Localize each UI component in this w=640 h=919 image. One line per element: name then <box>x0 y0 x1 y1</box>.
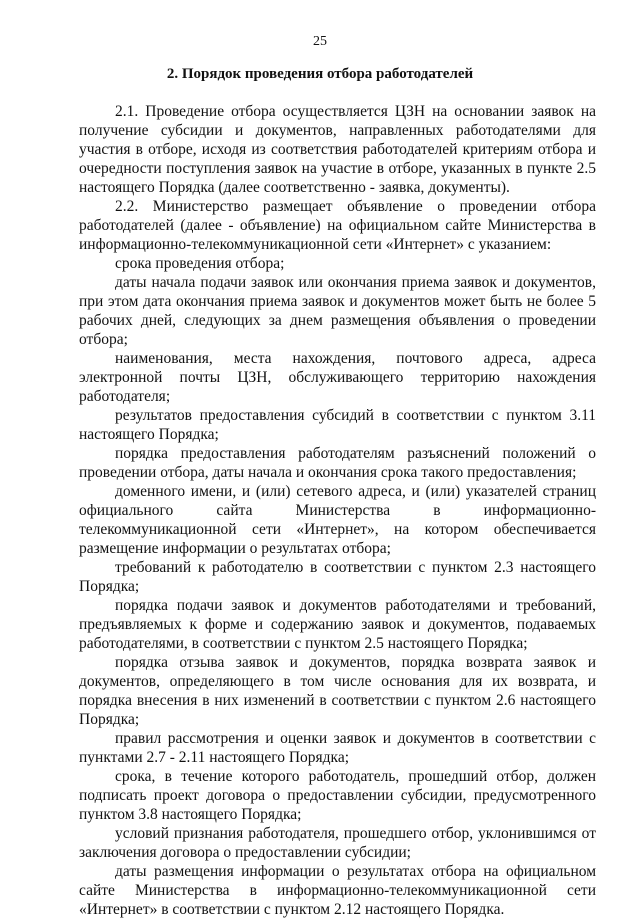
list-item-domain-name: доменного имени, и (или) сетевого адреса, и (или) указателей страниц официального сайта Министерства в информационно-телекоммуникационной сети «Интернет», на котором обеспечивается размещение информации о результатах отбора; <box>79 483 596 557</box>
list-item-employer-requirements: требований к работодателю в соответствии с пунктом 2.3 настоящего Порядка; <box>79 559 596 595</box>
list-item-results-publication: даты размещения информации о результатах отбора на официальном сайте Министерства в информационно-телекоммуникационной сети «Интернет» в соответствии с пунктом 2.12 настоящего Порядка. <box>79 863 596 918</box>
list-item-subsidy-results: результатов предоставления субсидий в соответствии с пунктом 3.11 настоящего Порядка; <box>79 407 596 443</box>
list-item-submission-procedure: порядка подачи заявок и документов работодателями и требований, предъявляемых к форме и содержанию заявок и документов, подаваемых работодателями, в соответствии с пунктом 2.5 настоящего Порядка; <box>79 597 596 652</box>
document-body <box>79 102 596 919</box>
list-item-clarifications: порядка предоставления работодателям разъяснений положений о проведении отбора, даты начала и окончания срока такого предоставления; <box>79 445 596 481</box>
list-item-selection-period: срока проведения отбора; <box>115 255 285 272</box>
section-title: 2. Порядок проведения отбора работодателей <box>166 66 474 82</box>
list-item-contract-deadline: срока, в течение которого работодатель, прошедший отбор, должен подписать проект договора о предоставлении субсидии, предусмотренного пунктом 3.8 настоящего Порядка; <box>79 768 596 823</box>
list-item-withdrawal-procedure: порядка отзыва заявок и документов, порядка возврата заявок и документов, определяющего в том числе основания для их возврата, и порядка внесения в них изменений в соответствии с пунктом 2.6 настоящего Порядка; <box>79 654 596 728</box>
list-item-evaluation-rules: правил рассмотрения и оценки заявок и документов в соответствии с пунктами 2.7 - 2.11 настоящего Порядка; <box>79 730 596 766</box>
list-item-czn-contacts: наименования, места нахождения, почтового адреса, адреса электронной почты ЦЗН, обслуживающего территорию нахождения работодателя; <box>79 350 596 405</box>
list-item-application-dates: даты начала подачи заявок или окончания приема заявок и документов, при этом дата окончания приема заявок и документов может быть не более 5 рабочих дней, следующих за днем размещения объявления о проведении отбора; <box>79 274 596 348</box>
page-number: 25 <box>313 34 327 49</box>
list-item-evasion-conditions: условий признания работодателя, прошедшего отбор, уклонившимся от заключения договора о предоставлении субсидии; <box>79 825 596 861</box>
paragraph-2-2: 2.2. Министерство размещает объявление о проведении отбора работодателей (далее - объявление) на официальном сайте Министерства в информационно-телекоммуникационной сети «Интернет» с указанием: <box>79 198 596 253</box>
paragraph-2-1: 2.1. Проведение отбора осуществляется ЦЗН на основании заявок на получение субсидии и документов, направленных работодателями для участия в отборе, исходя из соответствия работодателей критериям отбора и очередности поступления заявок на участие в отборе, указанных в пункте 2.5 настоящего Порядка (далее соответственно - заявка, документы). <box>79 103 596 196</box>
